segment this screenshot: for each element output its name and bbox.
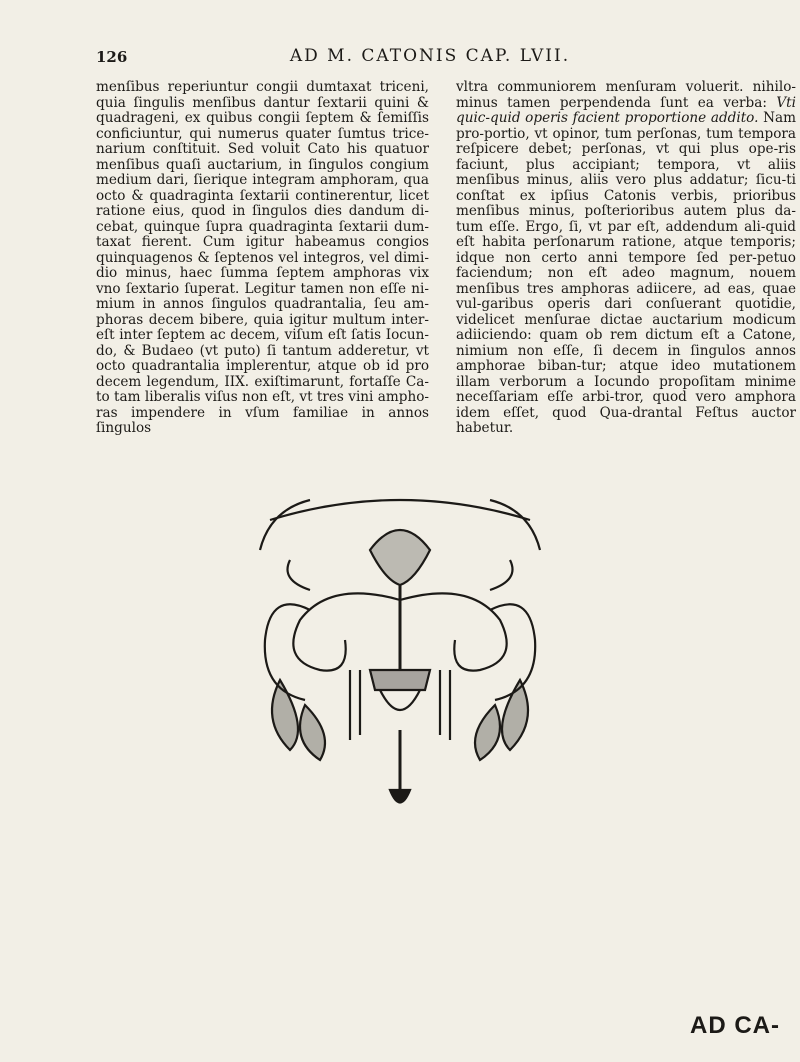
running-head: AD M. CATONIS CAP. LVII. [289, 46, 571, 66]
floral-tailpiece-woodcut-icon [250, 490, 550, 820]
left-column-text: menſibus reperiuntur congii dumtaxat triceni, quia ſingulis menſibus dantur ſextarii quini & quadrageni, ex quibus congii ſeptem & ſemiſſis conficiuntur, qui numerus quater ſumtus trice-narium conſtituit. Sed voluit Cato his quatuor menſibus quaſi auctarium, in ſingulos congium medium dari, ſierique integram amphoram, qua octo & quadraginta ſextarii continerentur, licet ratione eius, quod in ſingulos dies dandum di-cebat, quinque ſupra quadraginta ſextarii dum-taxat fierent. Cum igitur habeamus congios quinquagenos & ſeptenos vel integros, vel dimi-dio minus, haec ſumma ſeptem amphoras vix vno ſextario ſuperat. Legitur tamen non eſſe ni-mium in annos ſingulos quadrantalia, ſeu am-phoras decem bibere, quia igitur multum inter-eſt inter ſeptem ac decem, viſum eſt ſatis Iocun-do, & Budaeo (vt puto) ſi tantum adderetur, vt octo quadrantalia implerentur, atque ob id pro decem legendum, IIX. exiſtimarunt, fortaſſe Ca-to tam liberalis viſus non eſt, vt tres vini ampho-ras impendere in vſum familiae in annos ſingulos [96, 79, 429, 436]
right-column-paragraph [456, 80, 796, 437]
right-column-text-before: vltra communiorem menſuram voluerit. nihilo-minus tamen perpendenda ſunt ea verba: [456, 79, 796, 111]
page-number: 126 [96, 48, 128, 66]
left-column [96, 80, 429, 437]
right-column [456, 80, 796, 437]
right-column-text-after: Nam pro-portio, vt opinor, tum perſonas, tum tempora reſpicere debet; perſonas, vt qui plus ope-ris faciunt, plus accipiant; tempora, vt aliis menſibus minus, aliis vero plus addatur; ſicu-ti conſtat ex ipſius Catonis verbis, prioribus menſibus minus, poſterioribus autem plus da-tum eſſe. Ergo, ſi, vt par eſt, addendum ali-quid eſt habita perſonarum ratione, atque temporis; idque non certo anni tempore ſed per-petuo faciendum; non eſt adeo magnum, nouem menſibus tres amphoras adiicere, ad eas, quae vul-garibus operis dari conſuerant quotidie, videlicet menſurae dictae auctarium modicum adiiciendo: quam ob rem dictum eſt a Catone, nimium non eſſe, ſi decem in ſingulos annos amphorae biban-tur; atque ideo mutationem illam verborum a Iocundo propoſitam minime neceſſariam eſſe arbi-tror, quod vero amphora idem eſſet, quod Qua-drantal Feſtus auctor habetur. [456, 110, 796, 436]
right-column-quoted-text: Vti quic-quid operis facient proportione addito. [456, 94, 796, 126]
catchword: AD CA- [690, 1012, 780, 1039]
